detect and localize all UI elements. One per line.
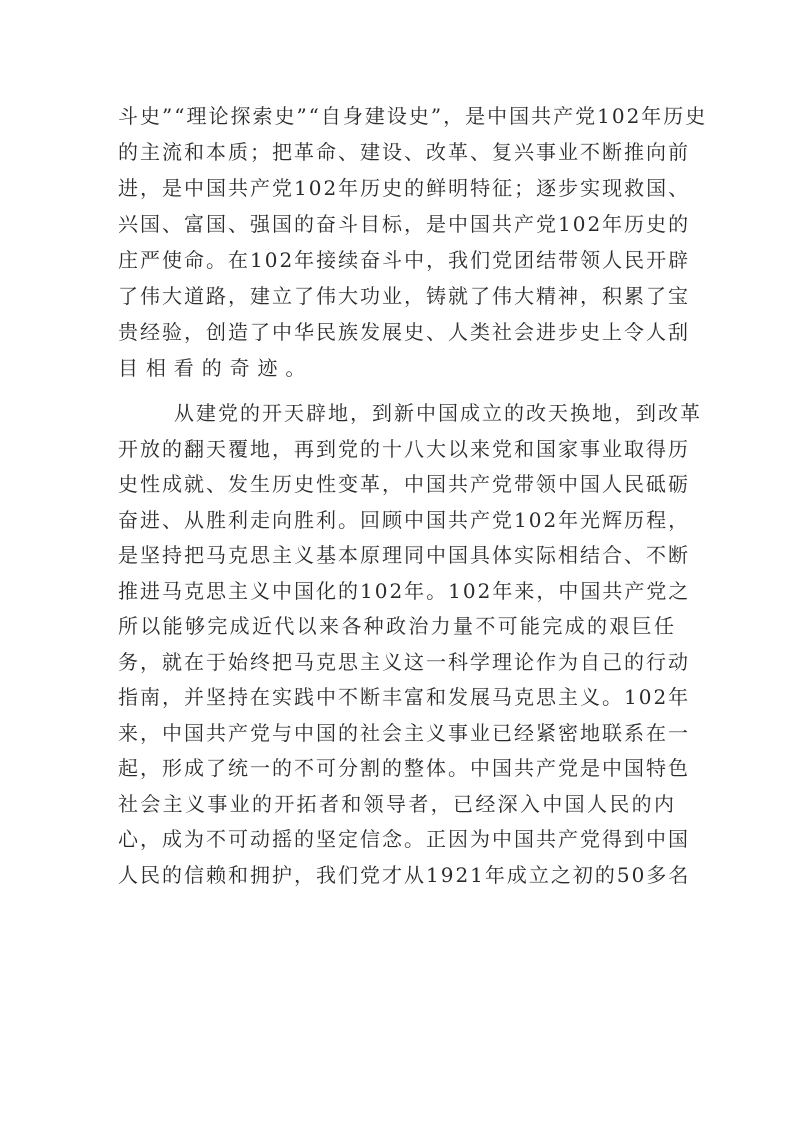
paragraph-2: [118, 396, 702, 893]
text-line: 奋进、从胜利走向胜利。回顾中国共产党102年光辉历程，: [118, 507, 691, 532]
document-body: [118, 98, 708, 893]
text-line: 人民的信赖和拥护，我们党才从1921年成立之初的50多名: [118, 862, 691, 887]
text-line: 斗史”“理论探索史”“自身建设史”，是中国共产党102年历史: [118, 104, 708, 128]
text-line: 是坚持把马克思主义基本原理同中国具体实际相结合、不断: [118, 543, 690, 567]
text-line: 推进马克思主义中国化的102年。102年来，中国共产党之: [118, 578, 691, 603]
text-line: 庄严使命。在102年接续奋斗中，我们党团结带领人民开辟: [118, 248, 691, 272]
text-line: 了伟大道路，建立了伟大功业，铸就了伟大精神，积累了宝: [118, 284, 690, 308]
text-line: 进，是中国共产党102年历史的鲜明特征；逐步实现救国、: [118, 176, 691, 200]
text-line: 兴国、富国、强国的奋斗目标，是中国共产党102年历史的: [118, 212, 691, 236]
text-line: 目相看的奇迹。: [118, 356, 314, 380]
text-line: 来，中国共产党与中国的社会主义事业已经紧密地联系在一: [118, 720, 690, 745]
paragraph-1: [118, 98, 708, 386]
text-line: 社会主义事业的开拓者和领导者，已经深入中国人民的内: [118, 791, 676, 816]
text-line: 贵经验，创造了中华民族发展史、人类社会进步史上令人刮: [118, 320, 690, 344]
text-line: 从建党的开天辟地，到新中国成立的改天换地，到改革: [174, 401, 702, 425]
text-line: 史性成就、发生历史性变革，中国共产党带领中国人民砥砺: [118, 472, 690, 496]
text-line: 心，成为不可动摇的坚定信念。正因为中国共产党得到中国: [118, 827, 690, 851]
text-line: 起，形成了统一的不可分割的整体。中国共产党是中国特色: [118, 756, 690, 780]
text-line: 指南，并坚持在实践中不断丰富和发展马克思主义。102年: [118, 685, 691, 709]
text-line: 开放的翻天覆地，再到党的十八大以来党和国家事业取得历: [118, 436, 690, 461]
text-line: 所以能够完成近代以来各种政治力量不可能完成的艰巨任: [118, 614, 676, 638]
text-line: 务，就在于始终把马克思主义这一科学理论作为自己的行动: [118, 649, 690, 674]
text-line: 的主流和本质；把革命、建设、改革、复兴事业不断推向前: [118, 140, 690, 164]
